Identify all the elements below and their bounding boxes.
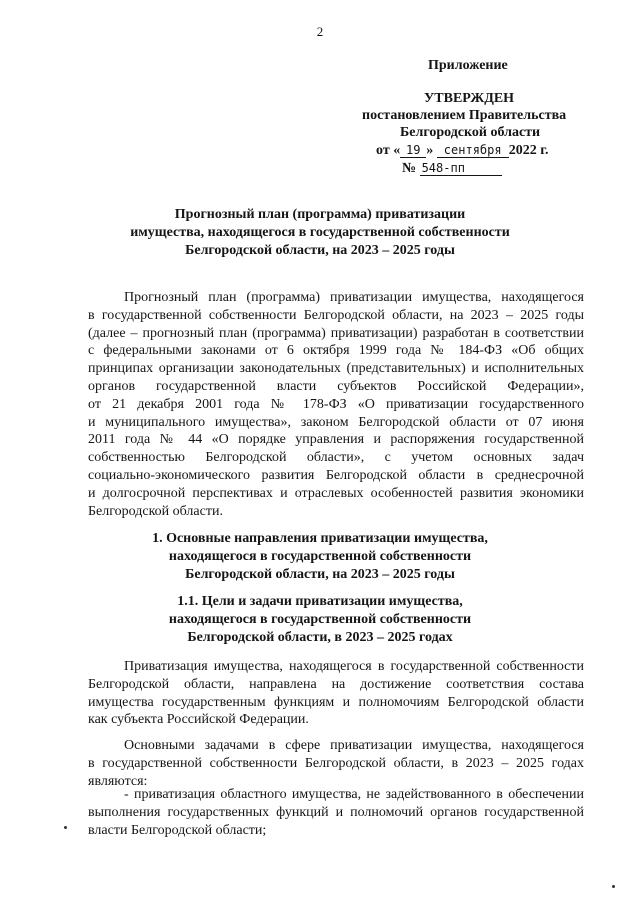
section-title-line: 1. Основные направления приватизации имущества, xyxy=(152,531,488,546)
number-prefix: № xyxy=(402,161,417,176)
text-line: принципах организации законодательных (представительных) и исполнительных xyxy=(88,361,584,377)
text-line: в государственной собственности Белгородской области, на 2023 – 2025 годы xyxy=(88,307,584,323)
text-line: Приватизация имущества, находящегося в государственной собственности xyxy=(124,659,584,674)
text-line: в государственной собственности Белгородской области, в 2023 – 2025 годах xyxy=(88,755,584,771)
date-mid: » xyxy=(426,143,434,158)
intro-paragraph xyxy=(88,289,584,520)
approval-date xyxy=(376,143,548,159)
text-line: собственностью Белгородской области», с учетом основных задач xyxy=(88,450,584,466)
text-line: органов государственной власти субъектов Российской Федерации», xyxy=(88,378,584,394)
item-1-paragraph xyxy=(88,786,584,839)
approved-label: УТВЕРЖДЕН xyxy=(424,91,515,106)
text-line: выполнения государственных функций и полномочий органов государственной xyxy=(88,804,584,820)
text-line: Белгородской области, направлена на достижение соответствия состава xyxy=(88,676,584,692)
approval-number xyxy=(402,161,502,177)
text-line: Прогнозный план (программа) приватизации имущества, находящегося xyxy=(124,290,584,305)
decree-label: постановлением Правительства xyxy=(362,108,567,123)
text-line: 2011 года № 44 «О порядке управления и распоряжения государственной xyxy=(88,432,584,448)
text-line: власти Белгородской области; xyxy=(88,822,267,838)
section-1-1-title xyxy=(0,593,640,647)
scan-speck xyxy=(64,826,67,829)
text-line: - приватизация областного имущества, не задействованного в обеспечении xyxy=(124,787,584,802)
section-title-line: 1.1. Цели и задачи приватизации имущества, xyxy=(177,594,463,609)
main-title-line: Белгородской области, на 2023 – 2025 годы xyxy=(185,243,455,258)
section-title-line: находящегося в государственной собственности xyxy=(168,612,472,627)
text-line: Основными задачами в сфере приватизации имущества, находящегося xyxy=(124,738,584,753)
section-title-line: Белгородской области, в 2023 – 2025 годах xyxy=(187,630,453,645)
text-line: имущества государственным функциям и полномочиям Белгородской области xyxy=(88,694,584,710)
text-line: являются: xyxy=(88,773,148,789)
appendix-label: Приложение xyxy=(428,58,508,73)
date-month: сентября xyxy=(437,143,509,158)
date-prefix: от « xyxy=(376,143,401,158)
page-number: 2 xyxy=(316,24,324,39)
region-label: Белгородской области xyxy=(400,125,541,140)
text-line: как субъекта Российской Федерации. xyxy=(88,712,309,728)
text-line: (далее – прогнозный план (программа) приватизации) разработан в соответствии xyxy=(88,325,584,341)
section-title-line: находящегося в государственной собственности xyxy=(168,549,472,564)
main-title xyxy=(0,206,640,260)
text-line: и муниципального имущества», законом Белгородской области от 07 июня xyxy=(88,414,584,430)
text-line: социально-экономического развития Белгородской области в среднесрочной xyxy=(88,467,584,483)
date-suffix: 2022 г. xyxy=(508,143,549,158)
section-1-title xyxy=(0,530,640,584)
goals-paragraph xyxy=(88,658,584,729)
date-day: 19 xyxy=(400,143,426,158)
tasks-paragraph xyxy=(88,737,584,790)
text-line: и долгосрочной перспективах и отраслевых особенностей развития экономики xyxy=(88,485,584,501)
number-value: 548-пп xyxy=(420,161,502,176)
text-line: от 21 декабря 2001 года № 178-ФЗ «О приватизации государственного xyxy=(88,396,584,412)
main-title-line: имущества, находящегося в государственной собственности xyxy=(130,225,510,240)
text-line: с федеральными законами от 6 октября 1999 года № 184-ФЗ «Об общих xyxy=(88,343,584,359)
section-title-line: Белгородской области, на 2023 – 2025 годы xyxy=(185,567,455,582)
main-title-line: Прогнозный план (программа) приватизации xyxy=(174,207,466,222)
scan-speck xyxy=(612,885,615,888)
text-line: Белгородской области. xyxy=(88,503,223,519)
